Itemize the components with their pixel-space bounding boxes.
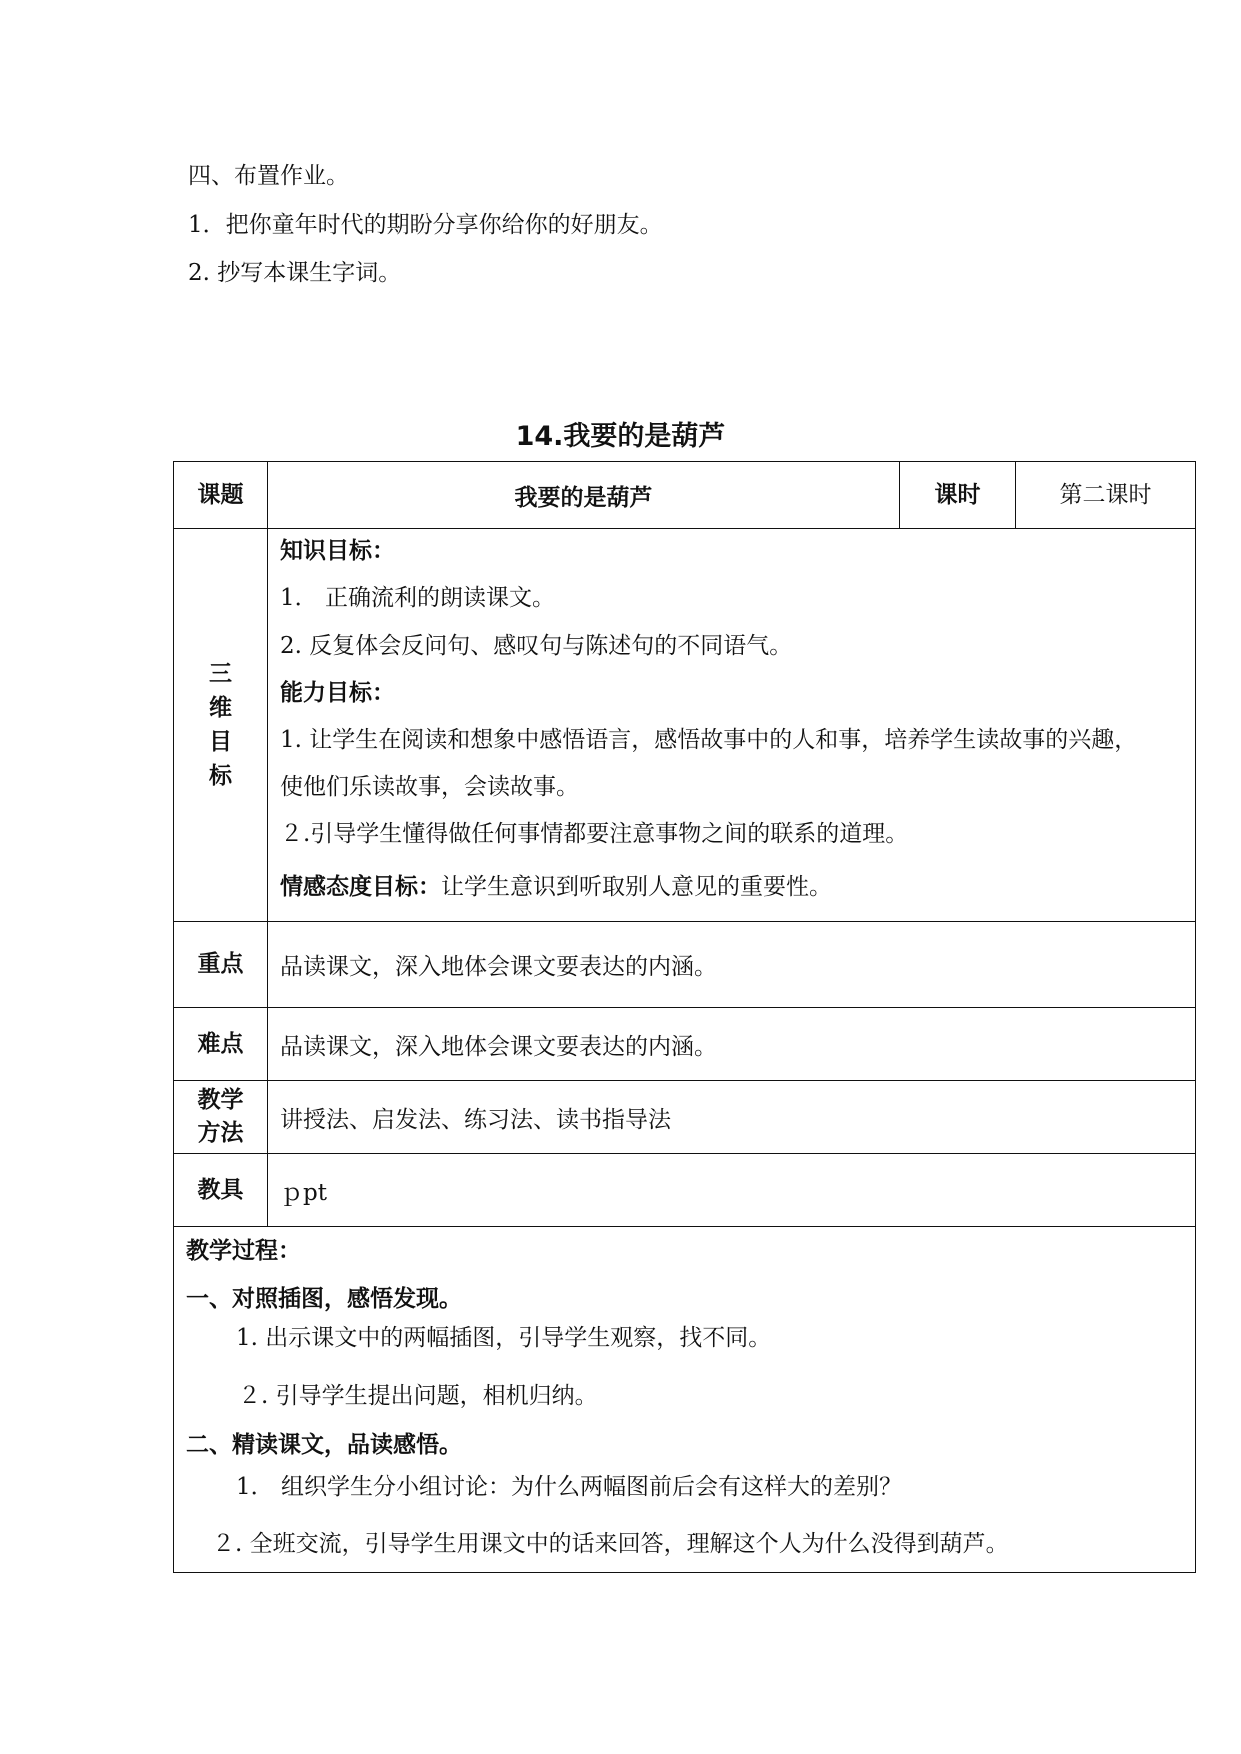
goals-label-char: 维 [209, 695, 232, 721]
ability-goal-item: ２.引导学生懂得做任何事情都要注意事物之间的联系的道理。 [280, 821, 909, 847]
period-label: 课时 [900, 462, 1016, 529]
ability-goal-item: 使他们乐读故事，会读故事。 [280, 774, 579, 800]
homework-item: 2. 抄写本课生字词。 [188, 260, 402, 286]
process-section-title: 二、精读课文，品读感悟。 [186, 1432, 462, 1458]
key-point-label: 重点 [174, 922, 268, 1008]
method-value: 讲授法、启发法、练习法、读书指导法 [268, 1081, 1196, 1154]
key-point-value: 品读课文，深入地体会课文要表达的内涵。 [268, 922, 1196, 1008]
lesson-name: 我要的是葫芦 [268, 462, 900, 529]
goals-label-char: 目 [209, 729, 232, 755]
difficulty-label: 难点 [174, 1008, 268, 1081]
process-step: ２. 全班交流，引导学生用课文中的话来回答，理解这个人为什么没得到葫芦。 [212, 1531, 1009, 1557]
method-label-line: 教学 [197, 1087, 244, 1113]
knowledge-goal-item: 2. 反复体会反问句、感叹句与陈述句的不同语气。 [280, 633, 793, 659]
homework-item: 1．把你童年时代的期盼分享你给你的好朋友。 [188, 212, 663, 238]
process-step: 1． 组织学生分小组讨论：为什么两幅图前后会有这样大的差别？ [236, 1474, 902, 1500]
goals-label [174, 529, 268, 922]
process-step: ２. 引导学生提出问题，相机归纳。 [238, 1383, 598, 1409]
method-label [174, 1081, 268, 1154]
lesson-label: 课题 [174, 462, 268, 529]
lesson-plan-table [173, 461, 1196, 1573]
goals-content [268, 529, 1196, 922]
tools-label: 教具 [174, 1154, 268, 1227]
knowledge-goal-item: 1． 正确流利的朗读课文。 [280, 585, 555, 611]
process-heading: 教学过程： [186, 1238, 301, 1264]
process-step: 1. 出示课文中的两幅插图，引导学生观察，找不同。 [236, 1325, 772, 1351]
ability-goal-item: 1. 让学生在阅读和想象中感悟语言，感悟故事中的人和事，培养学生读故事的兴趣， [280, 727, 1138, 753]
emotion-goal [280, 873, 832, 901]
emotion-goals-heading: 情感态度目标： [280, 874, 441, 900]
difficulty-value: 品读课文，深入地体会课文要表达的内涵。 [268, 1008, 1196, 1081]
process-section-title: 一、对照插图，感悟发现。 [186, 1286, 462, 1312]
ability-goals-heading: 能力目标： [280, 680, 395, 706]
document-title: 14.我要的是葫芦 [515, 421, 726, 452]
emotion-goal-text: 让学生意识到听取别人意见的重要性。 [441, 874, 832, 900]
method-label-line: 方法 [197, 1120, 244, 1146]
goals-label-char: 三 [209, 661, 232, 687]
tools-value: ｐpt [268, 1154, 1196, 1227]
goals-label-char: 标 [209, 763, 232, 789]
knowledge-goals-heading: 知识目标： [280, 538, 395, 564]
teaching-process [174, 1227, 1196, 1573]
homework-heading: 四、布置作业。 [188, 163, 349, 189]
period-value: 第二课时 [1016, 462, 1196, 529]
